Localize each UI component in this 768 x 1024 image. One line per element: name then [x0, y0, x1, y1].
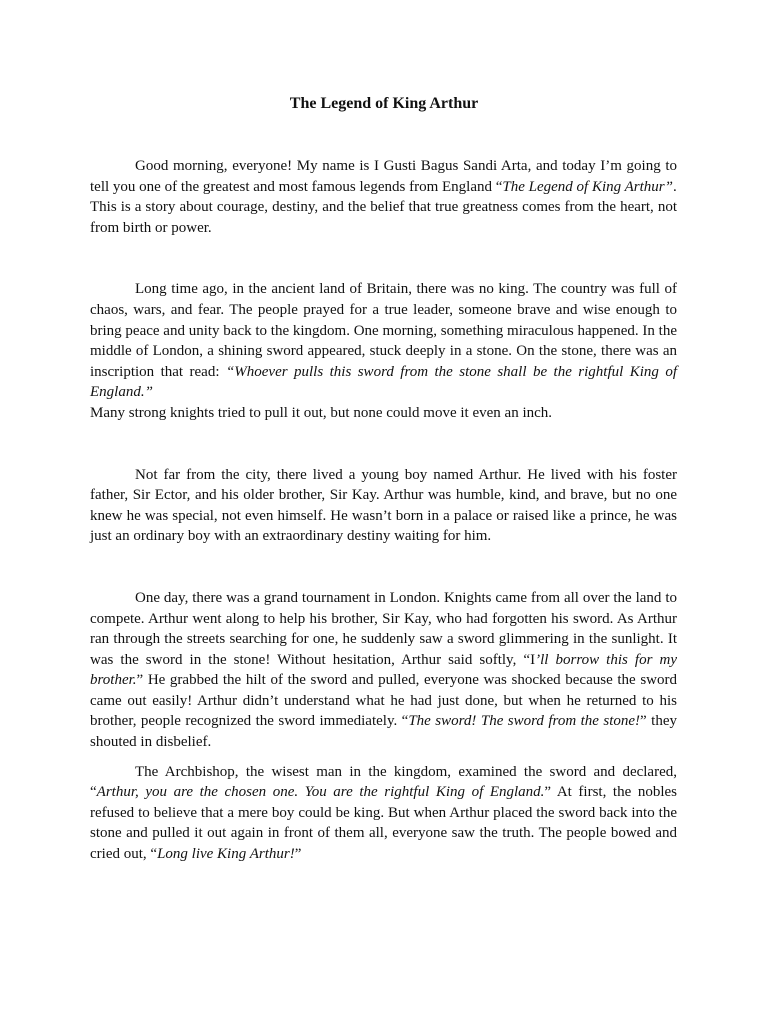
document-body	[90, 156, 677, 865]
paragraph-tournament	[90, 588, 677, 753]
italic-run: ’ll borrow this for my brother.	[90, 651, 677, 689]
italic-run: Long live King Arthur!	[157, 846, 295, 863]
italic-run: The sword! The sword from the stone!	[408, 713, 641, 730]
italic-run: The Legend of King Arthur”	[502, 178, 673, 195]
text-run: ” they shouted in disbelief.	[90, 713, 677, 751]
text-run: .	[672, 178, 677, 195]
paragraph-knights: Many strong knights tried to pull it out, but none could move it even an inch.	[90, 404, 553, 421]
italic-run: “Whoever pulls this sword from the stone shall be the rightful King of England.”	[90, 363, 677, 401]
text-run: ” At first, the nobles refused to believe that a mere boy could be king. But when Arthur placed the sword back into the stone and pulled it out again in front of them all, everyone saw the truth. The people bowed and cried out, “	[90, 784, 677, 863]
paragraph-archbishop	[90, 762, 677, 865]
document-title: The Legend of King Arthur	[289, 95, 479, 112]
text-run: One day, there was a grand tournament in London. Knights came from all over the land to compete. Arthur went along to help his brother, Sir Kay, who had forgotten his sword. As Arthur ran through the streets searching for one, he suddenly saw a sword glimmering in the sunlight. It was the sword in the stone! Without hesitation, Arthur said softly, “I	[90, 589, 677, 668]
text-run: ” He grabbed the hilt of the sword and pulled, everyone was shocked because the sword came out easily! Arthur didn’t understand what he had just done, but when he returned to his brother, people recognized the sword immediately. “	[90, 672, 677, 730]
paragraph-britain	[90, 279, 677, 403]
text-run: ”	[294, 846, 302, 863]
text-run: The Archbishop, the wisest man in the kingdom, examined the sword and declared, “	[90, 763, 677, 801]
text-run: Long time ago, in the ancient land of Britain, there was no king. The country was full of chaos, wars, and fear. The people prayed for a true leader, someone brave and wise enough to bring peace and unity back to the kingdom. One morning, something miraculous happened. In the middle of London, a shining sword appeared, stuck deeply in a stone. On the stone, there was an inscription that read:	[90, 281, 677, 380]
paragraph-arthur-boy: Not far from the city, there lived a young boy named Arthur. He lived with his foster father, Sir Ector, and his older brother, Sir Kay. Arthur was humble, kind, and brave, but no one knew he was special, not even himself. He wasn’t born in a palace or raised like a prince, he was just an ordinary boy with an extraordinary destiny waiting for him.	[90, 466, 677, 545]
paragraph-intro	[90, 156, 677, 197]
italic-run: Arthur, you are the chosen one. You are the rightful King of England.	[96, 784, 545, 801]
text-run: Good morning, everyone! My name is I Gusti Bagus Sandi Arta, and today I’m going to tell you one of the greatest and most famous legends from England “	[90, 158, 677, 195]
paragraph-intro-2: This is a story about courage, destiny, and the belief that true greatness comes from the heart, not from birth or power.	[90, 199, 677, 236]
